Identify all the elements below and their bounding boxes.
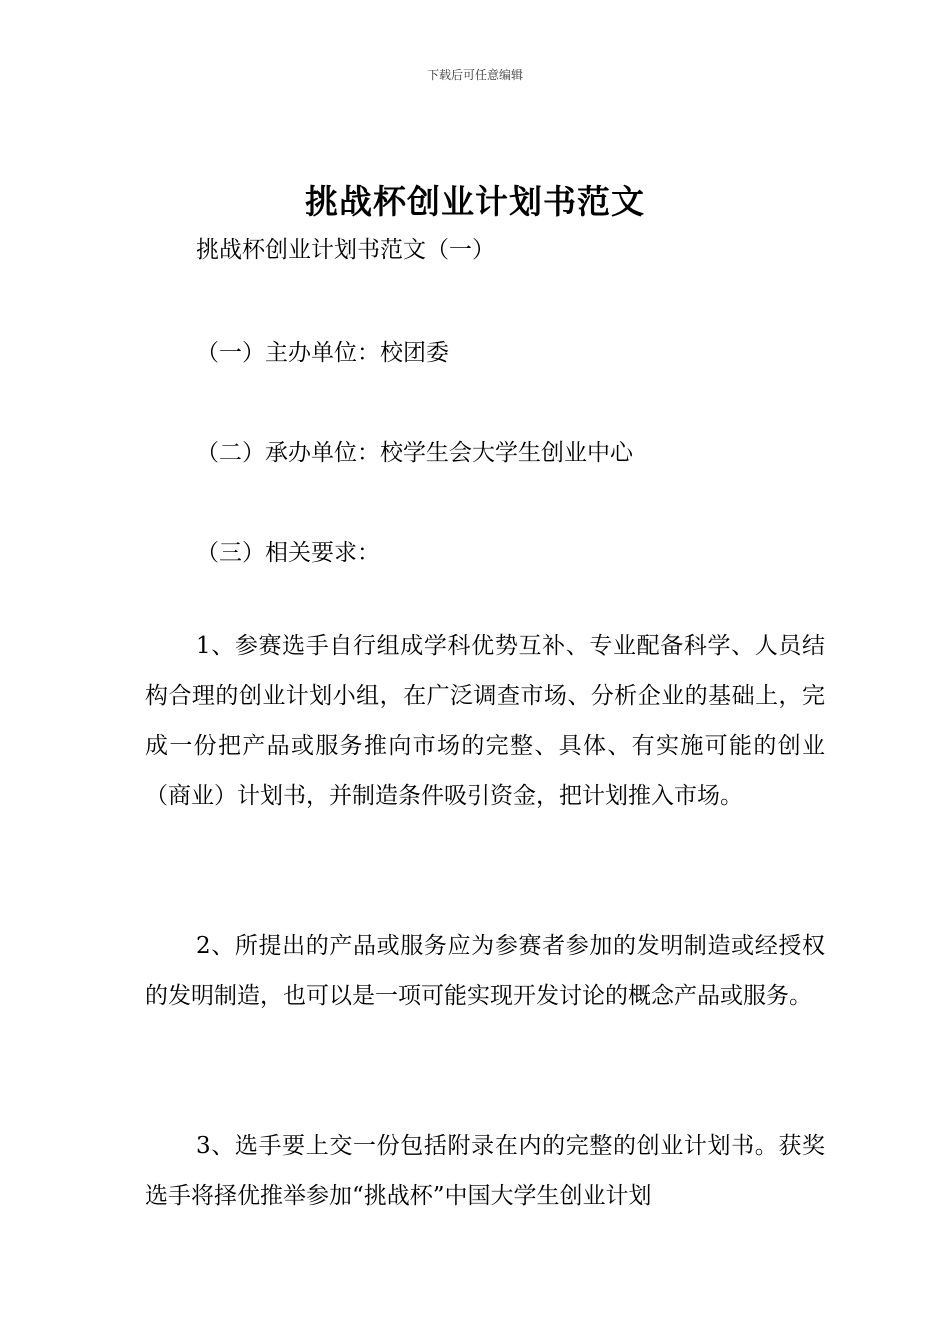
section-requirements: （三）相关要求： xyxy=(196,540,380,566)
paragraph-requirement-3: 3、选手要上交一份包括附录在内的完整的创业计划书。获奖选手将择优推举参加“挑战杯”中国大学生创业计划 xyxy=(145,1133,825,1209)
paragraph-requirement-2: 2、所提出的产品或服务应为参赛者参加的发明制造或经授权的发明制造，也可以是一项可能实现开发讨论的概念产品或服务。 xyxy=(145,933,825,1009)
document-subtitle: 挑战杯创业计划书范文（一） xyxy=(196,237,495,263)
section-organizer: （一）主办单位：校团委 xyxy=(196,340,449,366)
section-undertaker: （二）承办单位：校学生会大学生创业中心 xyxy=(196,440,633,466)
paragraph-requirement-1: 1、参赛选手自行组成学科优势互补、专业配备科学、人员结构合理的创业计划小组，在广泛调查市场、分析企业的基础上，完成一份把产品或服务推向市场的完整、具体、有实施可能的创业（商业）计划书，并制造条件吸引资金，把计划推入市场。 xyxy=(145,633,825,809)
header-note: 下载后可任意编辑 xyxy=(426,68,523,82)
document-title: 挑战杯创业计划书范文 xyxy=(305,182,645,221)
